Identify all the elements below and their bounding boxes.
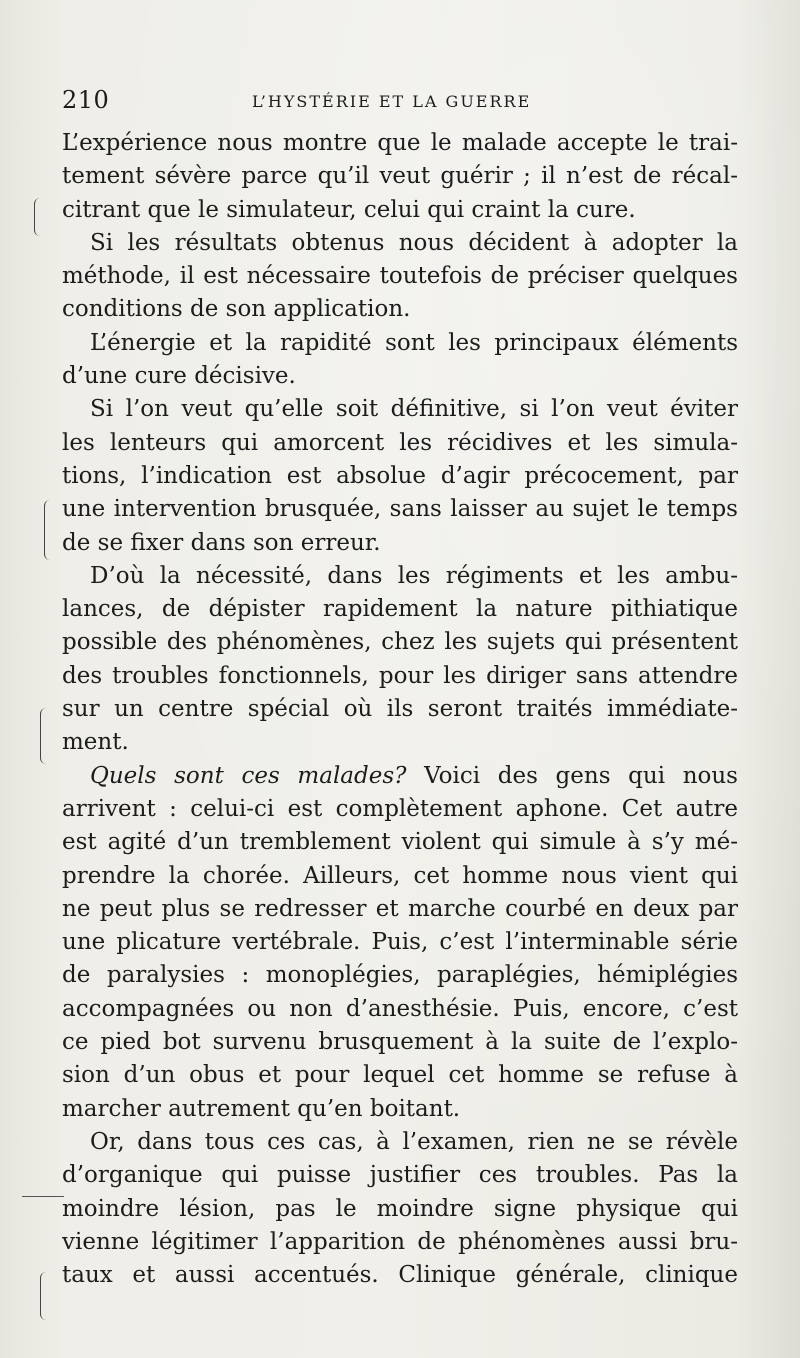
- text-line: Si l’on veut qu’elle soit définitive, si l’on veut éviter: [90, 396, 738, 423]
- text-line: une intervention brusquée, sans laisser au sujet le temps: [62, 496, 738, 523]
- italic-question: Quels sont ces malades?: [90, 762, 407, 789]
- text-line: citrant que le simulateur, celui qui craint la cure.: [62, 196, 636, 223]
- text-line: une plicature vertébrale. Puis, c’est l’interminable série: [62, 929, 738, 956]
- text-line: tement sévère parce qu’il veut guérir ; il n’est de récal-: [62, 163, 738, 190]
- text-line: prendre la chorée. Ailleurs, cet homme nous vient qui: [62, 862, 738, 889]
- text-line: des troubles fonctionnels, pour les diriger sans attendre: [62, 662, 738, 689]
- text-line: de se fixer dans son erreur.: [62, 529, 381, 556]
- text-line: les lenteurs qui amorcent les récidives et les simula-: [62, 429, 738, 456]
- margin-pencil-mark: [34, 198, 49, 236]
- text-line: [62, 760, 738, 793]
- text-line: sion d’un obus et pour lequel cet homme se refuse à: [62, 1062, 738, 1089]
- text-line: moindre lésion, pas le moindre signe physique qui: [62, 1195, 738, 1222]
- text-line: marcher autrement qu’en boitant.: [62, 1095, 461, 1122]
- text-line: conditions de son application.: [62, 296, 411, 323]
- text-line: méthode, il est nécessaire toutefois de préciser quelques: [62, 263, 738, 290]
- text-line: de paralysies : monoplégies, paraplégies, hémiplégies: [62, 962, 738, 989]
- margin-pencil-mark: [40, 708, 55, 764]
- page-number: 210: [62, 86, 110, 114]
- text-line: Or, dans tous ces cas, à l’examen, rien ne se révèle: [90, 1128, 738, 1155]
- text-body: [62, 127, 738, 1292]
- text-line: tions, l’indication est absolue d’agir précocement, par: [62, 462, 738, 489]
- text-line: accompagnées ou non d’anesthésie. Puis, encore, c’est: [62, 995, 738, 1022]
- text-line: sur un centre spécial où ils seront traités immédiate-: [62, 696, 738, 723]
- page-header: [62, 86, 740, 118]
- text-line: d’organique qui puisse justifier ces troubles. Pas la: [62, 1162, 738, 1189]
- text-line: Si les résultats obtenus nous décident à adopter la: [90, 229, 738, 256]
- text-line: L’énergie et la rapidité sont les principaux éléments: [90, 329, 738, 356]
- text-line: lances, de dépister rapidement la nature pithiatique: [62, 596, 738, 623]
- text-line: ne peut plus se redresser et marche courbé en deux par: [62, 895, 738, 922]
- running-title: L’HYSTÉRIE ET LA GUERRE: [252, 92, 532, 111]
- text-line: taux et aussi accentués. Clinique générale, clinique: [62, 1262, 738, 1289]
- margin-pencil-dash: [22, 1196, 64, 1197]
- text-line: L’expérience nous montre que le malade accepte le trai-: [62, 130, 738, 156]
- text-line: est agité d’un tremblement violent qui simule à s’y mé-: [62, 829, 738, 856]
- text-line: possible des phénomènes, chez les sujets qui présentent: [62, 629, 738, 656]
- text-line: D’où la nécessité, dans les régiments et les ambu-: [90, 562, 738, 589]
- text-line: vienne légitimer l’apparition de phénomènes aussi bru-: [62, 1228, 738, 1255]
- text-line: ment.: [62, 729, 129, 756]
- margin-pencil-mark: [44, 500, 59, 560]
- text-line: arrivent : celui-ci est complètement aphone. Cet autre: [62, 795, 738, 822]
- text-line: ce pied bot survenu brusquement à la suite de l’explo-: [62, 1029, 738, 1056]
- margin-pencil-mark: [40, 1272, 55, 1320]
- text-line-rest: Voici des gens qui nous: [406, 762, 738, 789]
- text-line: d’une cure décisive.: [62, 363, 296, 390]
